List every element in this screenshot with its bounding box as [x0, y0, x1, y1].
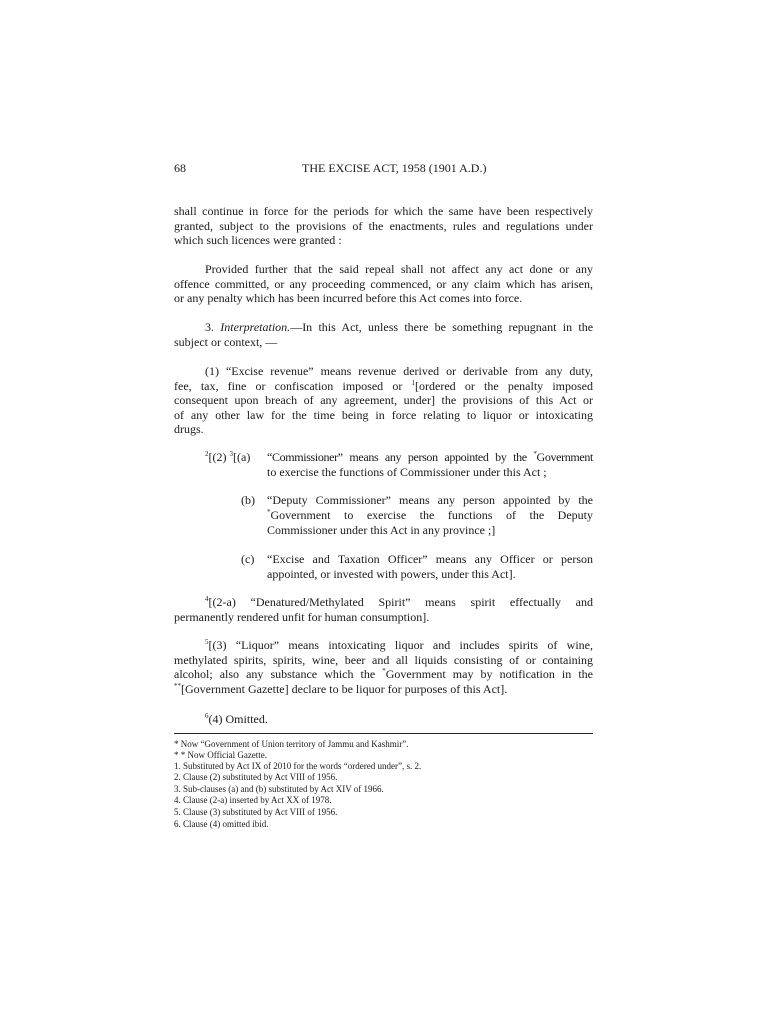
footnote-ref: 3 — [229, 450, 233, 458]
text-line: (1) “Excise revenue” means revenue derived or derivable from any duty, — [205, 364, 593, 378]
paragraph-proviso — [174, 262, 593, 306]
footnote: * Now “Government of Union territory of Jammu and Kashmir”. — [174, 739, 409, 749]
text-run: [(2-a) “Denatured/Methylated Spirit” means spirit effectually and — [208, 595, 593, 609]
text-run: Government — [536, 450, 593, 464]
clause-2a-commissioner — [267, 450, 593, 480]
text-run: “Commissioner” means any person appointed by the — [267, 450, 534, 464]
clause-2c-excise-taxation-officer — [267, 552, 593, 582]
text-line — [174, 712, 593, 727]
clause-4-omitted — [174, 712, 593, 727]
footnote: 6. Clause (4) omitted ibid. — [174, 819, 269, 829]
text-line — [174, 320, 593, 335]
clause-2b-label: (b) — [241, 493, 255, 507]
text-line: to exercise the functions of Commissioner under this Act ; — [267, 465, 547, 479]
footnote-ref: 5 — [205, 638, 209, 646]
page-header — [174, 161, 593, 179]
text-line: drugs. — [174, 422, 204, 436]
clause-1-excise-revenue — [174, 364, 593, 437]
footnote-divider — [174, 733, 593, 734]
text-run: [(3) “Liquor” means intoxicating liquor and includes spirits of wine, — [208, 638, 593, 652]
text-line: Provided further that the said repeal shall not affect any act done or any — [205, 262, 593, 276]
text-line: offence committed, or any proceeding commenced, or any claim which has arisen, — [174, 276, 593, 291]
footnote-ref: 6 — [205, 712, 209, 720]
text-line: granted, subject to the provisions of the enactments, rules and regulations under — [174, 218, 593, 233]
section-heading: Interpretation. — [220, 320, 291, 334]
text-line: of any other law for the time being in force relating to liquor or intoxicating — [174, 407, 593, 422]
page-number: 68 — [174, 161, 186, 175]
text-line — [267, 450, 593, 465]
text-line: or any penalty which has been incurred before this Act comes into force. — [174, 291, 523, 305]
text-line: shall continue in force for the periods for which the same have been respectively — [174, 204, 593, 218]
clause-2c-label: (c) — [241, 552, 255, 566]
footnote: 2. Clause (2) substituted by Act VIII of 1956. — [174, 772, 338, 782]
paragraph-continuation — [174, 204, 593, 248]
text-line: which such licences were granted : — [174, 233, 342, 247]
footnote-ref: * — [533, 450, 537, 458]
text-line: “Excise and Taxation Officer” means any Officer or person — [267, 552, 593, 566]
text-line — [174, 682, 593, 697]
footnote: 3. Sub-clauses (a) and (b) substituted by Act XIV of 1966. — [174, 784, 384, 794]
footnote-ref: 2 — [205, 450, 209, 458]
clause-3-liquor — [174, 638, 593, 696]
footnote-ref: 1 — [411, 378, 416, 387]
text-line: subject or context, — — [174, 334, 278, 349]
text-line — [174, 595, 593, 610]
footnote: * * Now Official Gazette. — [174, 750, 268, 760]
section-intro: —In this Act, unless there be something repugnant in the — [290, 320, 594, 334]
text-line: Commissioner under this Act in any province ;] — [267, 523, 496, 537]
text-line: methylated spirits, spirits, wine, beer and all liquids consisting of or containing — [174, 652, 593, 667]
text-run: alcohol; also any substance which the — [174, 667, 383, 681]
text-run: Government may by notification in the — [385, 667, 593, 681]
text-line — [174, 667, 593, 682]
clause-2-a-denatured-spirit — [174, 595, 593, 624]
page-title: THE EXCISE ACT, 1958 (1901 A.D.) — [302, 161, 487, 175]
clause-2a-label — [205, 450, 250, 465]
footnote: 4. Clause (2-a) inserted by Act XX of 1978. — [174, 795, 332, 805]
text-run: [Government Gazette] declare to be liquor for purposes of this Act]. — [181, 681, 508, 696]
text-line — [174, 379, 593, 394]
text-line: appointed, or invested with powers, under this Act]. — [267, 567, 516, 581]
footnote: 5. Clause (3) substituted by Act VIII of 1956. — [174, 807, 338, 817]
text-line: “Deputy Commissioner” means any person appointed by the — [267, 493, 593, 507]
footnote-ref: 4 — [205, 595, 209, 603]
footnote: 1. Substituted by Act IX of 2010 for the words “ordered under”, s. 2. — [174, 761, 422, 771]
text-line: consequent upon breach of any agreement, under] the provisions of this Act or — [174, 393, 593, 407]
text-line: permanently rendered unfit for human consumption]. — [174, 609, 430, 624]
section-number: 3. — [205, 320, 221, 334]
footnote-ref: ** — [174, 681, 181, 690]
text-run: (4) Omitted. — [208, 712, 268, 726]
clause-2b-deputy-commissioner — [267, 493, 593, 538]
text-line — [267, 508, 593, 523]
text-run: Government to exercise the functions of the Deputy — [270, 508, 593, 522]
footnote-ref: * — [267, 508, 271, 516]
text-run: [ordered or the penalty imposed — [415, 378, 594, 393]
footnote-ref: * — [382, 667, 386, 675]
text-line — [174, 638, 593, 653]
text-run: fee, tax, fine or confiscation imposed or — [174, 378, 412, 393]
clause-label: [(a) — [233, 450, 251, 464]
section-3-interpretation — [174, 320, 593, 349]
clause-label: [(2) — [208, 450, 230, 464]
